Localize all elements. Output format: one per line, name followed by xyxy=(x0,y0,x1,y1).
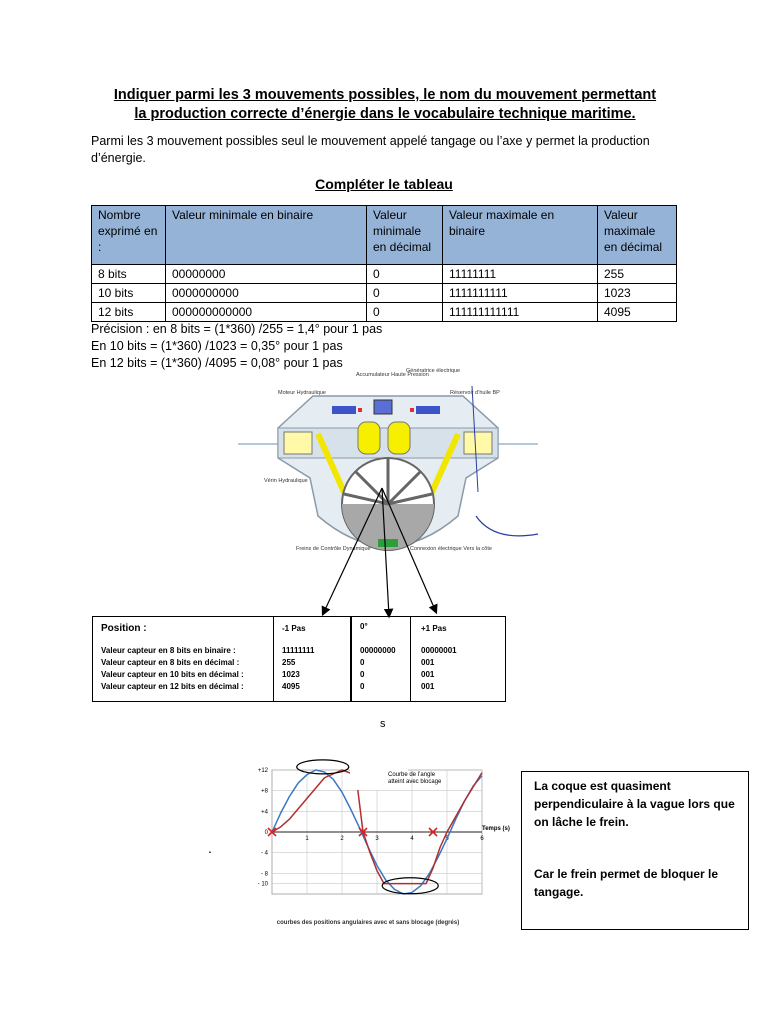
chart-annotation-text xyxy=(388,772,442,785)
arrow-plus-one xyxy=(382,488,436,612)
chart-y-tick-label: +4 xyxy=(261,809,268,816)
position-value: 1023 xyxy=(282,670,300,679)
position-value: 001 xyxy=(421,658,435,667)
chart-caption: courbes des positions angulaires avec et sans blocage (degrés) xyxy=(276,920,460,926)
table-cell: 00000000 xyxy=(166,265,367,284)
table-row xyxy=(92,303,677,322)
table-cell: 8 bits xyxy=(92,265,166,284)
label-brake: Freins de Contrôle Dynamique xyxy=(296,546,371,552)
chart-x-tick-label: 4 xyxy=(410,836,414,842)
position-value: 11111111 xyxy=(282,646,315,655)
position-value: 0 xyxy=(360,670,365,679)
motor-right xyxy=(416,406,440,414)
position-arrows xyxy=(300,486,460,622)
answer-paragraph: Parmi les 3 mouvement possibles seul le mouvement appelé tangage ou l’axe y permet la production d’énergie. xyxy=(91,134,650,165)
table-cell: 0 xyxy=(367,265,443,284)
position-value: 0 xyxy=(360,682,365,691)
table-row xyxy=(92,284,677,303)
table-header-cell: Nombre exprimé en : xyxy=(92,206,166,265)
label-accumulator: Accumulateur Haute Pression xyxy=(356,372,429,378)
table-cell: 4095 xyxy=(598,303,677,322)
accumulator-left xyxy=(358,422,380,454)
left-tank xyxy=(284,432,312,454)
table-header-row xyxy=(92,206,677,265)
table-cell: 10 bits xyxy=(92,284,166,303)
position-value: 00000000 xyxy=(360,646,396,655)
chart-x-axis-label: Temps (s) xyxy=(482,826,510,832)
table-cell: 0 xyxy=(367,303,443,322)
binary-values-table xyxy=(91,205,677,322)
table-cell: 11111111 xyxy=(443,265,598,284)
table-cell: 000000000000 xyxy=(166,303,367,322)
chart-x-tick-label: 3 xyxy=(375,836,379,842)
position-col-header: +1 Pas xyxy=(421,624,447,633)
precision-line: En 10 bits = (1*360) /1023 = 0,35° pour 1 pas xyxy=(91,339,343,353)
motor-left xyxy=(332,406,356,414)
table-header-cell: Valeur minimale en décimal xyxy=(367,206,443,265)
chart-y-tick-label: +8 xyxy=(261,788,268,795)
label-motor: Moteur Hydraulique xyxy=(278,390,326,396)
table-cell: 1111111111 xyxy=(443,284,598,303)
position-value: 00000001 xyxy=(421,646,457,655)
arrow-minus-one xyxy=(323,488,382,614)
position-value: 001 xyxy=(421,670,435,679)
table-cell: 255 xyxy=(598,265,677,284)
commentary-p2: Car le frein permet de bloquer le tangage. xyxy=(534,867,719,899)
table-title: Compléter le tableau xyxy=(315,176,453,192)
position-title: Position : xyxy=(101,623,147,634)
position-col-minus-one xyxy=(273,616,351,702)
chart-annotation-line: atteint avec blocage xyxy=(388,779,442,785)
question-heading xyxy=(60,86,710,124)
position-row-label: Valeur capteur en 8 bits en binaire : xyxy=(101,646,236,655)
position-col-plus-one xyxy=(410,616,506,702)
table-cell: 0 xyxy=(367,284,443,303)
table-cell: 1023 xyxy=(598,284,677,303)
position-col-zero xyxy=(351,616,411,702)
position-value: 255 xyxy=(282,658,296,667)
question-heading-line-1: Indiquer parmi les 3 mouvements possibles, le nom du mouvement permettant xyxy=(113,87,657,103)
label-reservoir: Réservoir d’huile BP xyxy=(450,390,500,396)
table-row xyxy=(92,265,677,284)
table-cell: 111111111111 xyxy=(443,303,598,322)
chart-annotation-line: Courbe de l’angle xyxy=(388,772,436,778)
commentary-p1: La coque est quasiment perpendiculaire à la vague lors que on lâche le frein. xyxy=(534,779,735,829)
accumulator-right xyxy=(388,422,410,454)
stray-dot: . xyxy=(208,840,212,856)
chart-y-tick-label: - 10 xyxy=(257,881,268,888)
chart-x-tick-label: 1 xyxy=(305,836,309,842)
position-value: 4095 xyxy=(282,682,300,691)
table-header-cell: Valeur maximale en binaire xyxy=(443,206,598,265)
generator-block xyxy=(374,400,392,414)
position-value: 0 xyxy=(360,658,365,667)
precision-calculations xyxy=(91,321,382,372)
position-col-header: 0° xyxy=(360,622,368,631)
label-ram: Vérin Hydraulique xyxy=(264,478,308,484)
arrow-zero xyxy=(382,488,389,616)
table-cell: 0000000000 xyxy=(166,284,367,303)
chart-y-ticks xyxy=(258,768,269,888)
chart-x-tick-label: 6 xyxy=(480,836,484,842)
precision-line: Précision : en 8 bits = (1*360) /255 = 1,4° pour 1 pas xyxy=(91,322,383,336)
question-heading-line-2: la production correcte d’énergie dans le vocabulaire technique maritime. xyxy=(134,106,636,122)
table-header-cell: Valeur maximale en décimal xyxy=(598,206,677,265)
table-cell: 12 bits xyxy=(92,303,166,322)
right-tank xyxy=(464,432,492,454)
position-row-label: Valeur capteur en 8 bits en décimal : xyxy=(101,658,240,667)
commentary-box xyxy=(521,771,749,930)
chart-x-tick-label: 2 xyxy=(340,836,344,842)
electric-cable xyxy=(476,516,538,536)
angle-position-chart xyxy=(232,758,510,934)
label-connection: Connexion électrique Vers la côte xyxy=(410,546,492,552)
label-generator: Génératrice électrique xyxy=(406,368,461,374)
chart-y-tick-label: +12 xyxy=(257,768,268,774)
position-row-label: Valeur capteur en 12 bits en décimal : xyxy=(101,682,244,691)
position-col-header: -1 Pas xyxy=(282,624,306,633)
stray-letter: s xyxy=(380,718,386,730)
table-header-cell: Valeur minimale en binaire xyxy=(166,206,367,265)
chart-y-tick-label: - 4 xyxy=(260,850,268,857)
chart-y-tick-label: - 8 xyxy=(260,871,268,878)
position-value: 001 xyxy=(421,682,435,691)
chart-x-tick-label: 5 xyxy=(445,836,449,842)
position-labels-box xyxy=(92,616,274,702)
chart-y-tick-label: 0 xyxy=(264,830,268,836)
precision-line: En 12 bits = (1*360) /4095 = 0,08° pour 1 pas xyxy=(91,356,343,370)
position-row-label: Valeur capteur en 10 bits en décimal : xyxy=(101,670,244,679)
